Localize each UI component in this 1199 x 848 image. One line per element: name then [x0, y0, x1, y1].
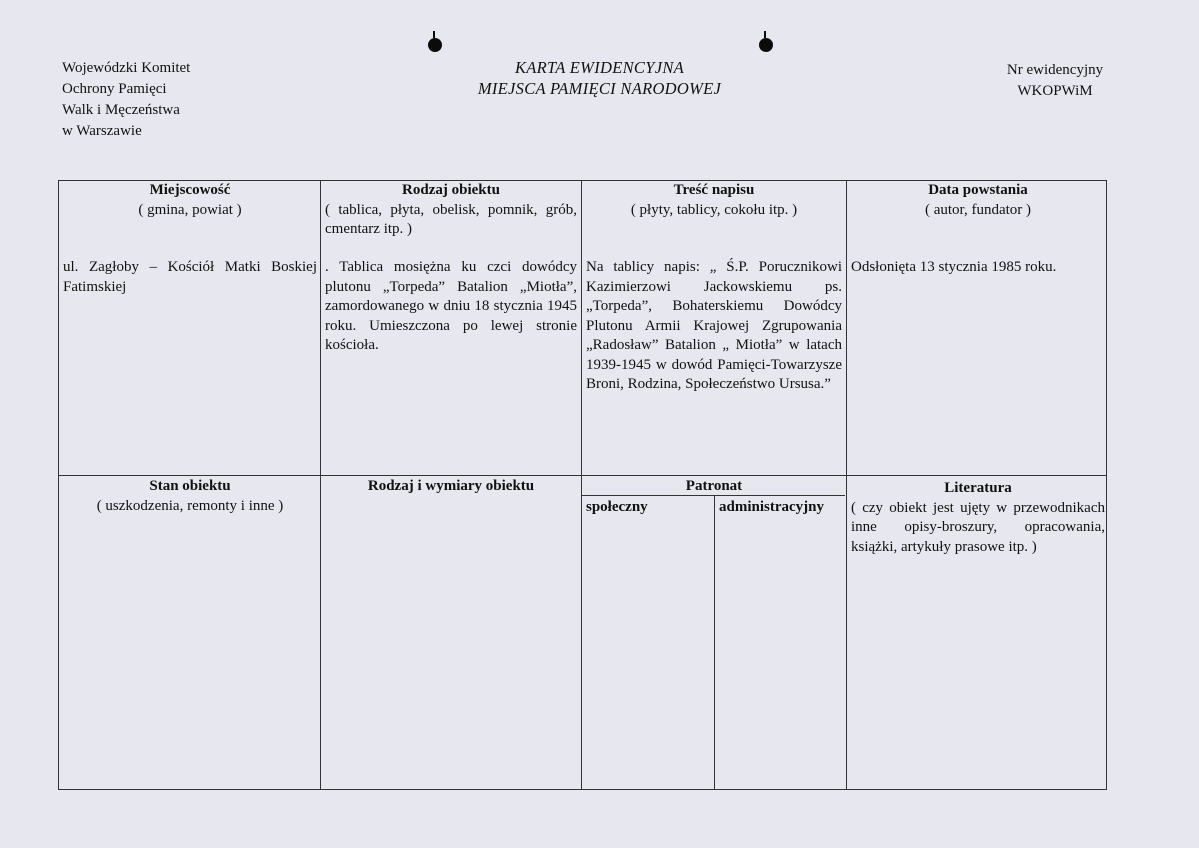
inscription-header: [586, 181, 842, 220]
dimensions-header: [325, 477, 577, 497]
date-value: Odsłonięta 13 stycznia 1985 roku.: [851, 259, 1057, 275]
date-title: Data powstania: [928, 182, 1028, 198]
title-line-2: MIEJSCA PAMIĘCI NARODOWEJ: [477, 79, 722, 98]
locality-value: ul. Zagłoby – Kościół Matki Boskiej Fatimskiej: [63, 259, 317, 295]
object-type-title: Rodzaj obiektu: [402, 182, 500, 198]
patronage-column-divider: [714, 495, 715, 789]
date-subtitle: ( autor, fundator ): [924, 201, 1032, 218]
dimensions-title: Rodzaj i wymiary obiektu: [367, 478, 535, 494]
registry-label: Nr ewidencyjny: [1006, 62, 1104, 78]
inscription-title: Treść napisu: [673, 182, 755, 198]
object-type-subtitle: ( tablica, płyta, obelisk, pomnik, grób, cmentarz itp. ): [325, 201, 577, 237]
inscription-subtitle: ( płyty, tablicy, cokołu itp. ): [630, 201, 798, 218]
locality-title: Miejscowość: [149, 182, 231, 198]
registry-value: WKOPWiM: [1017, 83, 1093, 99]
issuer-line: w Warszawie: [62, 123, 142, 139]
patronage-title: Patronat: [685, 478, 743, 494]
issuer-line: Ochrony Pamięci: [62, 81, 167, 97]
literature-subtitle: ( czy obiekt jest ujęty w przewodnikach inne opisy-broszury, opracowania, książki, artykuły prasowe itp. ): [851, 499, 1105, 555]
literature-title: Literatura: [944, 480, 1012, 496]
inscription-value: Na tablicy napis: „ Ś.P. Porucznikowi Kazimierzowi Jackowskiemu ps. „Torpeda”, Bohaterskiemu Dowódcy Plutonu Armii Krajowej Zgrupowania „Radosław” Batalion „ Miotła” w latach 1939-1945 w dowód Pamięci-Towarzysze Broni, Rodzina, Społeczeństwo Ursusa.”: [586, 259, 842, 392]
condition-header: [63, 477, 317, 516]
literature-header: [851, 479, 1105, 557]
locality-subtitle: ( gmina, powiat ): [138, 201, 242, 218]
title-line-1: KARTA EWIDENCYJNA: [514, 58, 685, 77]
issuer-line: Walk i Męczeństwa: [62, 102, 180, 118]
issuer-line: Wojewódzki Komitet: [62, 60, 191, 76]
registry-block: [950, 60, 1160, 102]
record-table: [58, 180, 1107, 790]
punch-hole-left: [428, 38, 442, 52]
row-divider: [59, 475, 1106, 476]
column-divider: [320, 181, 321, 789]
patronage-header: [586, 477, 842, 497]
condition-subtitle: ( uszkodzenia, remonty i inne ): [96, 497, 284, 514]
patronage-social-label: społeczny: [586, 499, 648, 515]
patronage-administrative-label: administracyjny: [719, 499, 824, 515]
object-type-header: [325, 181, 577, 240]
condition-title: Stan obiektu: [149, 478, 231, 494]
column-divider: [581, 181, 582, 789]
locality-header: [63, 181, 317, 220]
object-type-value: . Tablica mosiężna ku czci dowódcy plutonu „Torpeda” Batalion „Miotła”, zamordowanego w dniu 18 stycznia 1945 roku. Umieszczona po lewej stronie kościoła.: [325, 259, 577, 353]
punch-hole-right: [759, 38, 773, 52]
date-header: [851, 181, 1105, 220]
column-divider: [846, 181, 847, 789]
